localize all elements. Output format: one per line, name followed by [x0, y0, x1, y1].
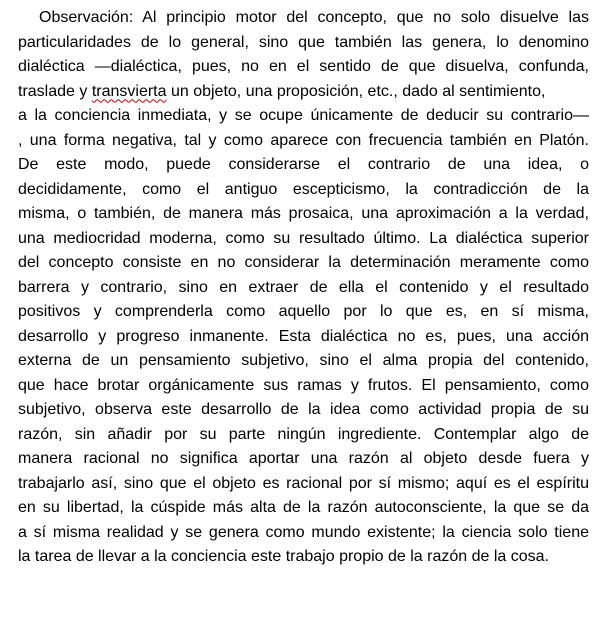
- text-line: manera racional no significa aportar una razón al objeto desde fuera y: [18, 450, 589, 467]
- text-line: razón, sin añadir por su parte ningún ingrediente. Contemplar algo de: [18, 425, 589, 443]
- text-line: De este modo, puede considerarse el contrario de una idea, o: [18, 156, 589, 173]
- text-segment: traslade y: [18, 82, 92, 100]
- text-line: particularidades de lo general, sino que también las genera, lo denomino: [18, 33, 589, 51]
- text-line: Observación: Al principio motor del concepto, que no solo disuelve las: [39, 9, 589, 26]
- text-line: barrera y contrario, sino en extraer de ella el contenido y el resultado: [18, 278, 589, 296]
- text-line: que hace brotar orgánicamente sus ramas y frutos. El pensamiento, como: [18, 376, 589, 394]
- text-line: del concepto consiste en no considerar la determinación meramente como: [18, 254, 589, 271]
- paragraph: [18, 6, 589, 570]
- text-line: en su libertad, la cúspide más alta de la razón autoconsciente, la que se da: [18, 499, 589, 516]
- text-line: , una forma negativa, tal y como aparece con frecuencia también en Platón.: [18, 131, 589, 149]
- text-line: [18, 80, 589, 105]
- text-line: misma, o también, de manera más prosaica, una aproximación a la verdad,: [18, 205, 589, 222]
- spelling-error-word[interactable]: transvierta: [91, 82, 167, 100]
- text-line: la tarea de llevar a la conciencia este trabajo propio de la razón de la cosa.: [18, 548, 549, 565]
- text-line: desarrollo y progreso inmanente. Esta dialéctica no es, pues, una acción: [18, 327, 589, 345]
- text-line: a la conciencia inmediata, y se ocupe únicamente de deducir su contrario—: [18, 107, 589, 124]
- text-segment: un objeto, una proposición, etc., dado al sentimiento,: [166, 82, 546, 100]
- text-line: dialéctica —dialéctica, pues, no en el sentido de que disuelva, confunda,: [18, 58, 589, 75]
- text-line: trabajarlo así, sino que el objeto es racional por sí mismo; aquí es el espíritu: [18, 474, 589, 492]
- text-line: una mediocridad moderna, como su resultado último. La dialéctica superior: [18, 229, 589, 247]
- text-line: externa de un pensamiento subjetivo, sino el alma propia del contenido,: [18, 352, 589, 369]
- text-line: positivos y comprenderla como aquello por lo que es, en sí misma,: [18, 303, 589, 320]
- text-line: decididamente, como el antiguo escepticismo, la contradicción de la: [18, 180, 589, 198]
- text-line: a sí misma realidad y se genera como mundo existente; la ciencia solo tiene: [18, 523, 589, 541]
- text-line: subjetivo, observa este desarrollo de la idea como actividad propia de su: [18, 401, 589, 418]
